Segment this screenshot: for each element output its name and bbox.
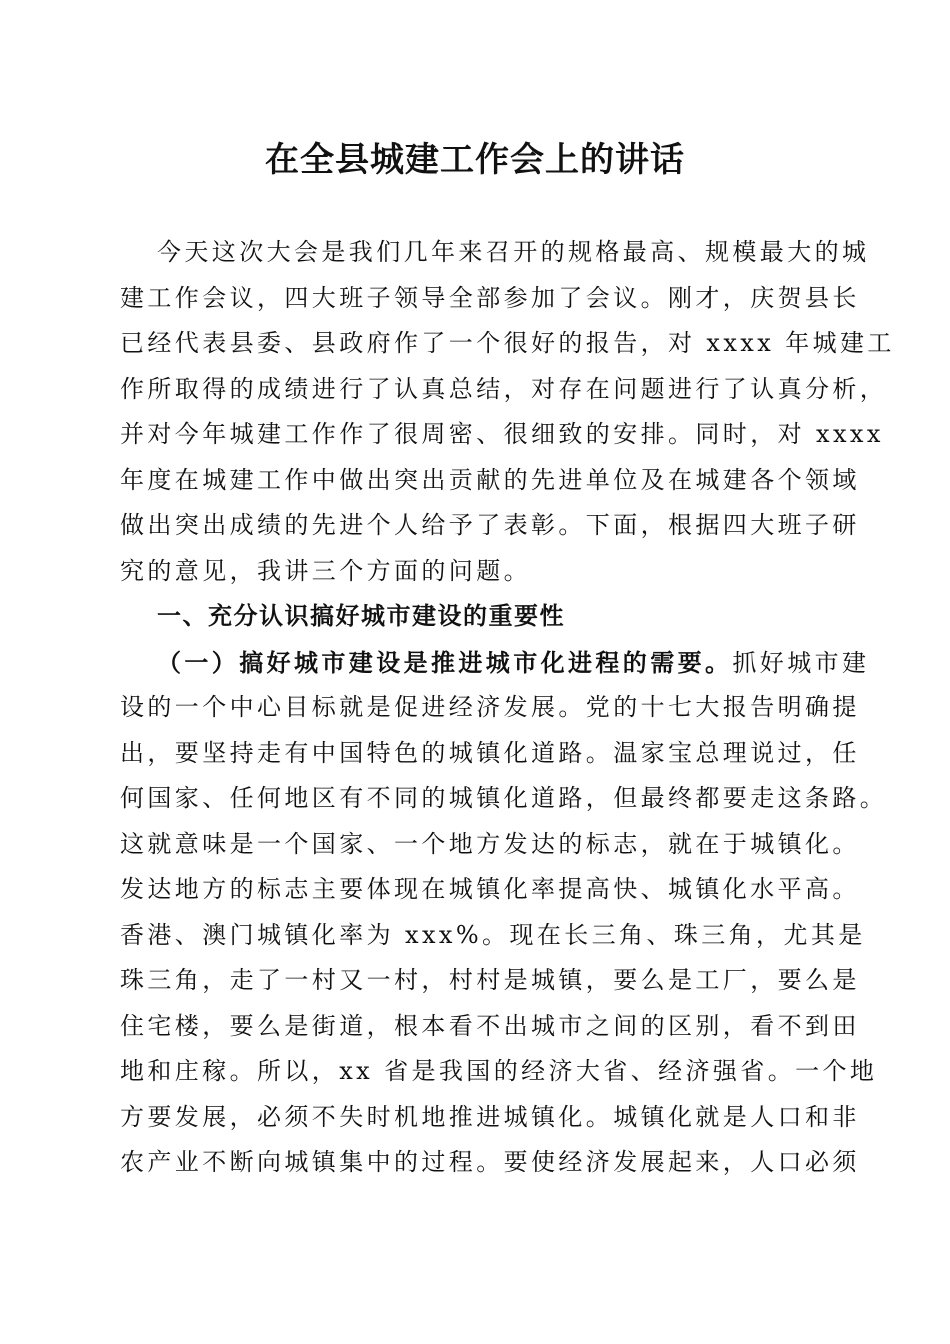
paragraph-line: 年度在城建工作中做出突出贡献的先进单位及在城建各个领域 (120, 465, 860, 494)
paragraph-line: 农产业不断向城镇集中的过程。要使经济发展起来，人口必须 (120, 1148, 860, 1176)
paragraph-line: 做出突出成绩的先进个人给予了表彰。下面，根据四大班子研 (120, 511, 860, 539)
paragraph-line: 方要发展，必须不失时机地推进城镇化。城镇化就是人口和非 (120, 1102, 860, 1131)
paragraph-line: 香港、澳门城镇化率为 xxx%。现在长三角、珠三角，尤其是 (120, 920, 866, 949)
paragraph-line: 设的一个中心目标就是促进经济发展。党的十七大报告明确提 (120, 693, 860, 721)
document-title: 在全县城建工作会上的讲话 (265, 140, 685, 180)
section-heading: 一、充分认识搞好城市建设的重要性 (157, 602, 565, 630)
paragraph-line: 发达地方的标志主要体现在城镇化率提高快、城镇化水平高。 (120, 875, 860, 903)
paragraph-line: 住宅楼，要么是街道，根本看不出城市之间的区别，看不到田 (120, 1011, 860, 1040)
paragraph-line: 珠三角，走了一村又一村，村村是城镇，要么是工厂，要么是 (120, 966, 860, 994)
paragraph-line: 并对今年城建工作作了很周密、很细致的安排。同时，对 xxxx (120, 420, 884, 448)
subsection-line (120, 640, 870, 686)
paragraph-line: 出，要坚持走有中国特色的城镇化道路。温家宝总理说过，任 (120, 738, 860, 767)
paragraph-line: 地和庄稼。所以，xx 省是我国的经济大省、经济强省。一个地 (120, 1057, 878, 1085)
document-body (120, 230, 895, 1186)
paragraph-line: 究的意见，我讲三个方面的问题。 (120, 556, 531, 585)
paragraph-line: 今天这次大会是我们几年来召开的规格最高、规模最大的城 (157, 238, 870, 266)
paragraph-line: 已经代表县委、县政府作了一个很好的报告，对 xxxx 年城建工 (120, 329, 895, 357)
paragraph-line: 作所取得的成绩进行了认真总结，对存在问题进行了认真分析， (120, 374, 888, 403)
paragraph-line: 建工作会议，四大班子领导全部参加了会议。刚才，庆贺县长 (120, 283, 860, 312)
subsection-text: 抓好城市建 (732, 648, 870, 677)
paragraph-line: 这就意味是一个国家、一个地方发达的标志，就在于城镇化。 (120, 829, 860, 858)
paragraph-line: 何国家、任何地区有不同的城镇化道路，但最终都要走这条路。 (120, 784, 888, 812)
subsection-heading: （一）搞好城市建设是推进城市化进程的需要。 (157, 647, 733, 677)
